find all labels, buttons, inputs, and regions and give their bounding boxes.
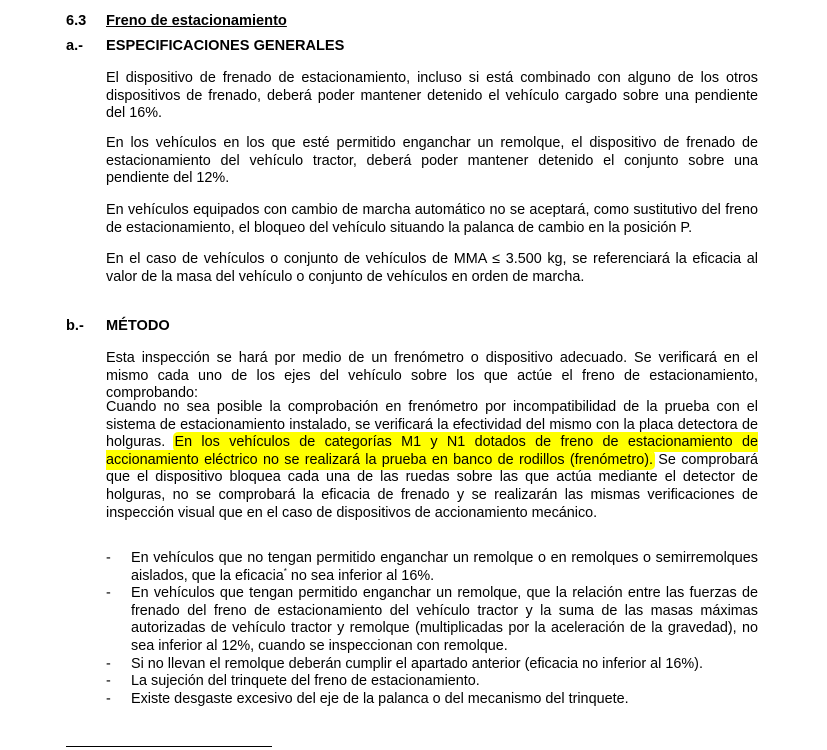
paragraph-b2-lead: Cuando no sea posible la comprobación en frenómetro por incompatibilidad de la prueba con el sistema de estacionamiento instalado, se verificará la efectividad del mismo con la placa detectora de holguras. xyxy=(106,399,758,451)
paragraph-a2-text: En los vehículos en los que esté permitido enganchar un remolque, el dispositivo de frenado de estacionamiento del vehículo tractor, deberá poder mantener detenido el conjunto sobre una pendiente del 12%. xyxy=(106,135,758,187)
bullet-5-text: Existe desgaste excesivo del eje de la palanca o del mecanismo del trinquete. xyxy=(131,690,629,707)
bullet-list xyxy=(106,550,758,708)
subsection-a-title: ESPECIFICACIONES GENERALES xyxy=(106,38,345,54)
paragraph-a1-text: El dispositivo de frenado de estacionamiento, incluso si está combinado con alguno de los otros dispositivos de frenado, deberá poder mantener detenido el vehículo cargado sobre una pendiente del 16%. xyxy=(106,70,758,122)
subsection-a-label: a.- xyxy=(66,38,84,54)
list-item xyxy=(106,656,758,674)
paragraph-a1 xyxy=(106,70,758,123)
footnote-separator xyxy=(66,746,272,747)
subsection-b-label: b.- xyxy=(66,318,84,334)
paragraph-b1 xyxy=(106,350,758,403)
paragraph-b2-text xyxy=(106,399,758,522)
list-item xyxy=(106,585,758,655)
paragraph-a4 xyxy=(106,251,758,286)
bullet-dash: - xyxy=(106,655,111,672)
bullet-dash: - xyxy=(106,673,111,690)
footnote-marker: * xyxy=(283,566,287,576)
bullet-1-text: En vehículos que no tengan permitido enganchar un remolque o en remolques o semirremolques aislados, que la eficacia xyxy=(131,550,758,584)
bullet-dash: - xyxy=(106,550,111,566)
bullet-4-text: La sujeción del trinquete del freno de estacionamiento. xyxy=(131,673,480,690)
bullet-dash: - xyxy=(106,690,111,707)
bullet-1-tail: no sea inferior al 16%. xyxy=(286,567,435,584)
bullet-dash: - xyxy=(106,585,111,602)
paragraph-a3 xyxy=(106,202,758,237)
list-item xyxy=(106,673,758,691)
list-item xyxy=(106,691,758,709)
paragraph-b2-tail: Se comprobará que el dispositivo bloquea cada una de las ruedas sobre las que actúa mediante el detector de holguras, no se comprobará la eficacia de frenado y se realizarán las mismas verificaciones de inspección visual que en el caso de dispositivos de accionamiento mecánico. xyxy=(106,451,758,521)
paragraph-b1-text: Esta inspección se hará por medio de un frenómetro o dispositivo adecuado. Se verificará en el mismo cada uno de los ejes del vehículo sobre los que actúe el freno de estacionamiento, comprobando: xyxy=(106,350,758,402)
section-number: 6.3 xyxy=(66,13,87,29)
bullet-3-text: Si no llevan el remolque deberán cumplir el apartado anterior (eficacia no inferior al 16%). xyxy=(131,655,703,672)
section-title: Freno de estacionamiento xyxy=(106,13,287,29)
paragraph-a2 xyxy=(106,135,758,188)
subsection-b-title: MÉTODO xyxy=(106,318,170,334)
paragraph-a3-text: En vehículos equipados con cambio de marcha automático no se aceptará, como sustitutivo del freno de estacionamiento, el bloqueo del vehículo situando la palanca de cambio en la posición P. xyxy=(106,202,758,236)
list-item xyxy=(106,550,758,585)
paragraph-a4-text: En el caso de vehículos o conjunto de vehículos de MMA ≤ 3.500 kg, se referenciará la eficacia al valor de la masa del vehículo o conjunto de vehículos en orden de marcha. xyxy=(106,251,758,285)
highlighted-text: En los vehículos de categorías M1 y N1 dotados de freno de estacionamiento de accionamiento eléctrico no se realizará la prueba en banco de rodillos (frenómetro). xyxy=(106,434,758,468)
bullet-2-text: En vehículos que tengan permitido enganchar un remolque, que la relación entre las fuerzas de frenado del freno de estacionamiento del vehículo tractor y la suma de las masas máximas autorizadas de vehículo tractor y remolque (multiplicadas por la aceleración de la gravedad), no sea inferior al 12%, cuando se inspeccionan con remolque. xyxy=(131,585,758,654)
paragraph-b2 xyxy=(106,399,758,522)
